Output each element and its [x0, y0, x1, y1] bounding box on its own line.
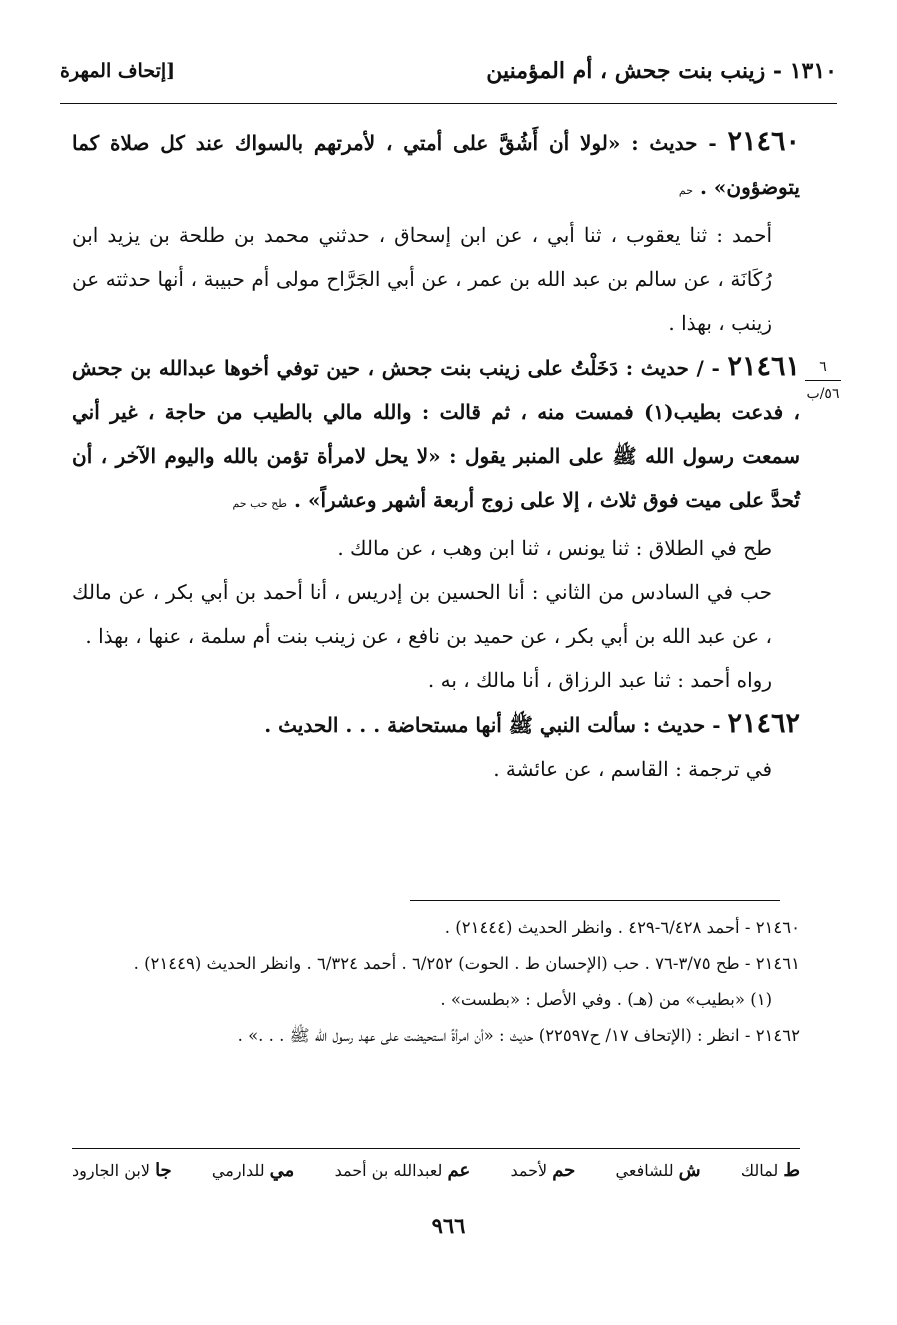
- hadith-number: ٢١٤٦١: [727, 351, 800, 382]
- chapter-title: ١٣١٠ - زينب بنت جحش ، أم المؤمنين: [486, 58, 837, 84]
- footnote: ٢١٤٦٠ - أحمد ٦/٤٢٨-٤٢٩ . وانظر الحديث (٢١٤٤٤) .: [444, 918, 800, 937]
- footnote: (١) «بطيب» من (هـ) . وفي الأصل : «بطست» .: [440, 990, 772, 1009]
- margin-divider: [805, 380, 841, 381]
- abbreviation-legend: [72, 1160, 800, 1181]
- legend-item: ط لمالك: [740, 1160, 800, 1181]
- page-number: ٩٦٦: [431, 1213, 466, 1238]
- footnotes: [72, 910, 800, 1054]
- hadith-entry: [72, 345, 800, 526]
- footnote: ٢١٤٦١ - طح ٣/٧٥-٧٦ . حب (الإحسان ط . الحوت) ٦/٢٥٢ . أحمد ٦/٣٢٤ . وانظر الحديث (٢١٤٤٩) .: [133, 954, 800, 973]
- footnote: ٢١٤٦٢ - انظر : (الإتحاف ١٧/ ح٢٢٥٩٧) حديث : «أن امرأةً استحيضت على عهد رسول الله ﷺ . . .» .: [237, 1026, 800, 1045]
- header-divider: [60, 103, 837, 104]
- margin-folio-number: ٦: [819, 359, 827, 375]
- hadith-number: ٢١٤٦٠: [727, 126, 800, 157]
- legend-item: حم لأحمد: [510, 1160, 576, 1181]
- running-header: [60, 58, 837, 94]
- margin-folio-note: [801, 358, 845, 403]
- book-title: [إتحاف المهرة: [60, 60, 176, 82]
- footnote-divider: [410, 900, 780, 901]
- hadith-text: - حديث : سألت النبي ﷺ أنها مستحاضة . . . الحديث .: [264, 713, 721, 737]
- legend-item: جا لابن الجارود: [72, 1160, 172, 1181]
- siglum: طح حب حم: [232, 497, 288, 510]
- legend-item: مي للدارمي: [211, 1160, 295, 1181]
- hadith-text: - حديث : «لولا أن أَشُقَّ على أمتي ، لأمرتهم بالسواك عند كل صلاة كما يتوضؤون» .: [72, 131, 800, 199]
- hadith-text: - / حديث : دَخَلْتُ على زينب بنت جحش ، حين توفي أخوها عبدالله بن جحش ، فدعت بطيب(١) فمست منه ، ثم قالت : والله مالي بالطيب من حاجة ، غير أني سمعت رسول الله ﷺ على المنبر يقول : «لا يحل لامرأة تؤمن بالله واليوم الآخر ، أن تُحدَّ على ميت فوق ثلاث ، إلا على زوج أربعة أشهر وعشراً» .: [72, 356, 801, 512]
- isnad-paragraph: رواه أحمد : ثنا عبد الرزاق ، أنا مالك ، به .: [427, 668, 772, 692]
- legend-divider: [72, 1148, 800, 1149]
- isnad-paragraph: في ترجمة : القاسم ، عن عائشة .: [493, 757, 772, 781]
- hadith-entry: [72, 120, 800, 213]
- hadith-entry: [72, 702, 800, 747]
- margin-folio-ref: ٥٦/ب: [806, 386, 840, 402]
- main-text: [72, 120, 800, 791]
- siglum: حم: [678, 184, 693, 197]
- isnad-paragraph: طح في الطلاق : ثنا يونس ، ثنا ابن وهب ، عن مالك .: [337, 536, 772, 560]
- hadith-number: ٢١٤٦٢: [727, 708, 800, 739]
- legend-item: عم لعبدالله بن أحمد: [334, 1160, 471, 1181]
- isnad-paragraph: حب في السادس من الثاني : أنا الحسين بن إدريس ، أنا أحمد بن أبي بكر ، عن مالك ، عن عبد الله بن أبي بكر ، عن حميد بن نافع ، عن زينب بنت أم سلمة ، عنها ، بهذا .: [72, 580, 772, 648]
- legend-item: ش للشافعي: [615, 1160, 701, 1181]
- isnad-paragraph: أحمد : ثنا يعقوب ، ثنا أبي ، عن ابن إسحاق ، حدثني محمد بن طلحة بن يزيد ابن رُكَانَة ، عن سالم بن عبد الله بن عمر ، عن أبي الجَرَّاح مولى أم حبيبة ، أنها حدثته عن زينب ، بهذا .: [72, 223, 772, 335]
